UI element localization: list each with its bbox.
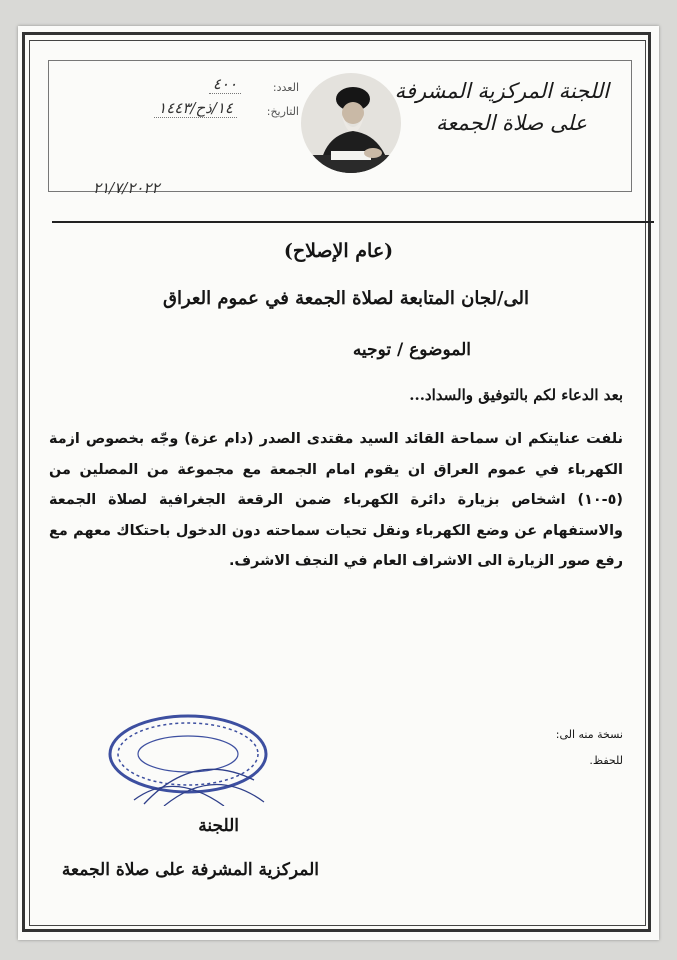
subject-line: الموضوع / توجيه: [352, 340, 471, 360]
copies-item: للحفظ.: [589, 754, 623, 767]
date-label: التاريخ:: [266, 105, 299, 118]
portrait-photo: [301, 73, 401, 173]
letter-meta: [69, 77, 299, 125]
number-value: ٤٠٠: [209, 75, 241, 94]
hijri-date: ١٤/ذح/١٤٤٣: [154, 99, 237, 118]
date-row: [69, 101, 299, 125]
organization-name-line1: اللجنة المركزية المشرفة: [394, 79, 609, 103]
letter-body: نلفت عنايتكم ان سماحة القائد السيد مقتدى الصدر (دام عزة) وجّه بخصوص ازمة الكهرباء في عموم العراق ان يقوم امام الجمعة مع مجموعة من المصلين من (٥-١٠) اشخاص بزيارة دائرة الكهرباء ضمن الرقعة الجغرافية لصلاة الجمعة والاستفهام عن وضع الكهرباء ونقل تحيات سماحته دون الدخول باحتكاك معهم مع رفع صور الزيارة الى الاشراف العام في النجف الاشرف.: [49, 431, 623, 569]
copies-label: نسخة منه الى:: [555, 728, 623, 741]
official-stamp: [104, 710, 272, 806]
letterhead: [48, 60, 632, 197]
copies-section: [556, 722, 623, 774]
number-row: [69, 77, 299, 101]
signature-line1: اللجنة: [198, 816, 239, 836]
document-page: [18, 26, 659, 940]
gregorian-date: ٢١/٧/٢٠٢٢: [93, 179, 160, 197]
signature-line2: المركزية المشرفة على صلاة الجمعة: [61, 860, 319, 880]
organization-name-line2: على صلاة الجمعة: [435, 111, 587, 135]
greeting-line: بعد الدعاء لكم بالتوفيق والسداد...: [409, 386, 623, 404]
organization-name: [395, 75, 609, 139]
header-divider: [52, 221, 654, 223]
year-title: (عام الإصلاح): [283, 240, 394, 262]
recipient-line: الى/لجان المتابعة لصلاة الجمعة في عموم العراق: [163, 288, 529, 309]
number-label: العدد:: [272, 81, 299, 94]
